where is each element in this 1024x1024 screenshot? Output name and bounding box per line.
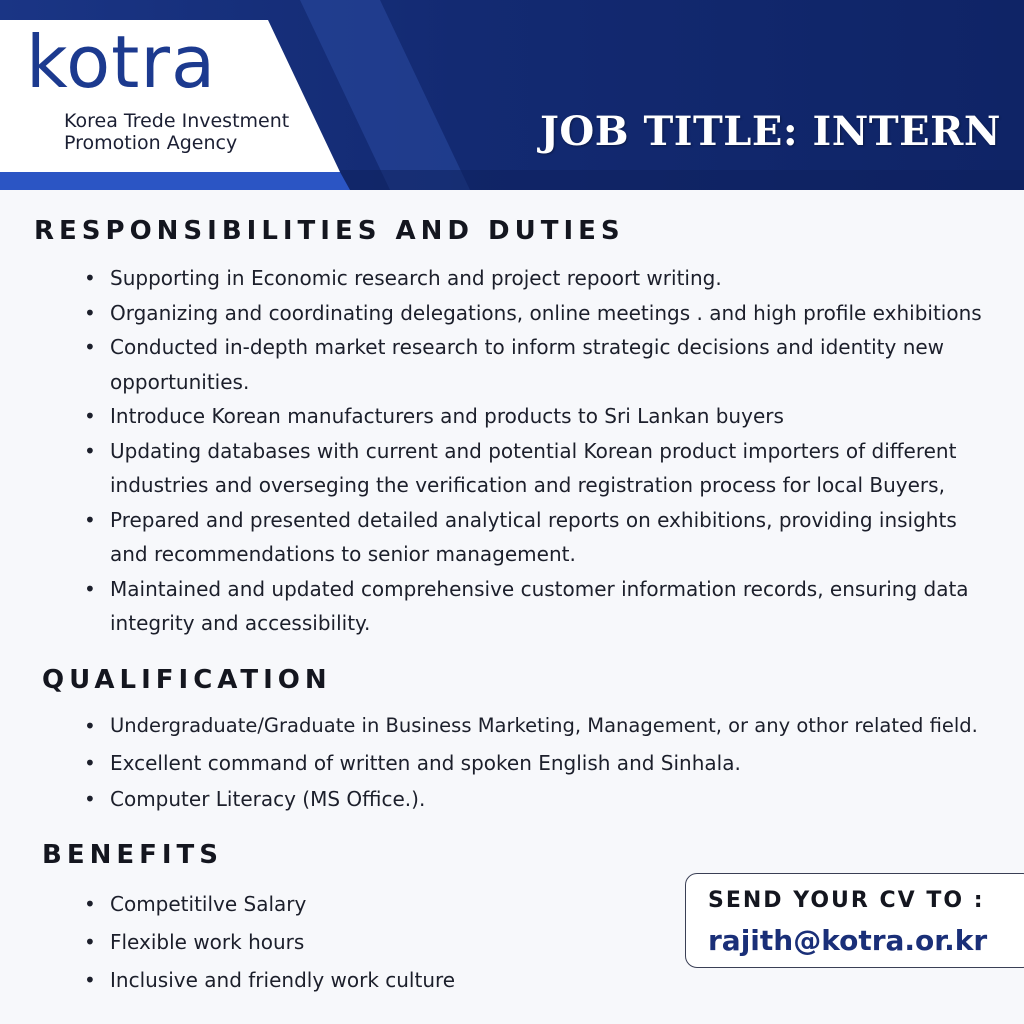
list-item: • Maintained and updated comprehensive customer information records, ensuring data integrity and accessibility. (84, 572, 989, 641)
list-item: • Updating databases with current and potential Korean product importers of different industries and overseging the verification and registration process for local Buyers, (84, 434, 989, 503)
list-item: • Flexible work hours (84, 923, 644, 961)
header-banner (0, 0, 1024, 190)
list-item: • Supporting in Economic research and project repoort writing. (84, 261, 989, 296)
list-item: • Undergraduate/Graduate in Business Marketing, Management, or any othor related field. (84, 709, 1004, 744)
send-cv-box (685, 873, 1024, 968)
kotra-logo: kotra (26, 20, 217, 104)
contact-email-link[interactable]: rajith@kotra.or.kr (708, 924, 988, 957)
list-item: • Introduce Korean manufacturers and products to Sri Lankan buyers (84, 399, 989, 434)
org-name-line1: Korea Trede Investment (64, 110, 290, 132)
list-item: • Excellent command of written and spoken English and Sinhala. (84, 746, 1004, 781)
list-item: • Conducted in-depth market research to inform strategic decisions and identity new opportunities. (84, 330, 989, 399)
org-name (64, 110, 289, 154)
benefits-heading: BENEFITS (42, 840, 223, 870)
responsibilities-list (84, 261, 989, 641)
job-title: JOB TITLE: INTERN (540, 108, 1001, 155)
list-item: • Organizing and coordinating delegations, online meetings . and high profile exhibitions (84, 296, 989, 331)
list-item: • Competitilve Salary (84, 885, 644, 923)
qualification-list (84, 709, 1004, 817)
responsibilities-heading: RESPONSIBILITIES AND DUTIES (34, 216, 625, 246)
qualification-heading: QUALIFICATION (42, 665, 332, 695)
send-cv-label: SEND YOUR CV TO : (708, 888, 985, 913)
list-item: • Computer Literacy (MS Office.). (84, 782, 1004, 817)
org-name-line2: Promotion Agency (64, 132, 238, 154)
benefits-list (84, 885, 644, 999)
list-item: • Inclusive and friendly work culture (84, 961, 644, 999)
list-item: • Prepared and presented detailed analytical reports on exhibitions, providing insights and recommendations to senior management. (84, 503, 989, 572)
